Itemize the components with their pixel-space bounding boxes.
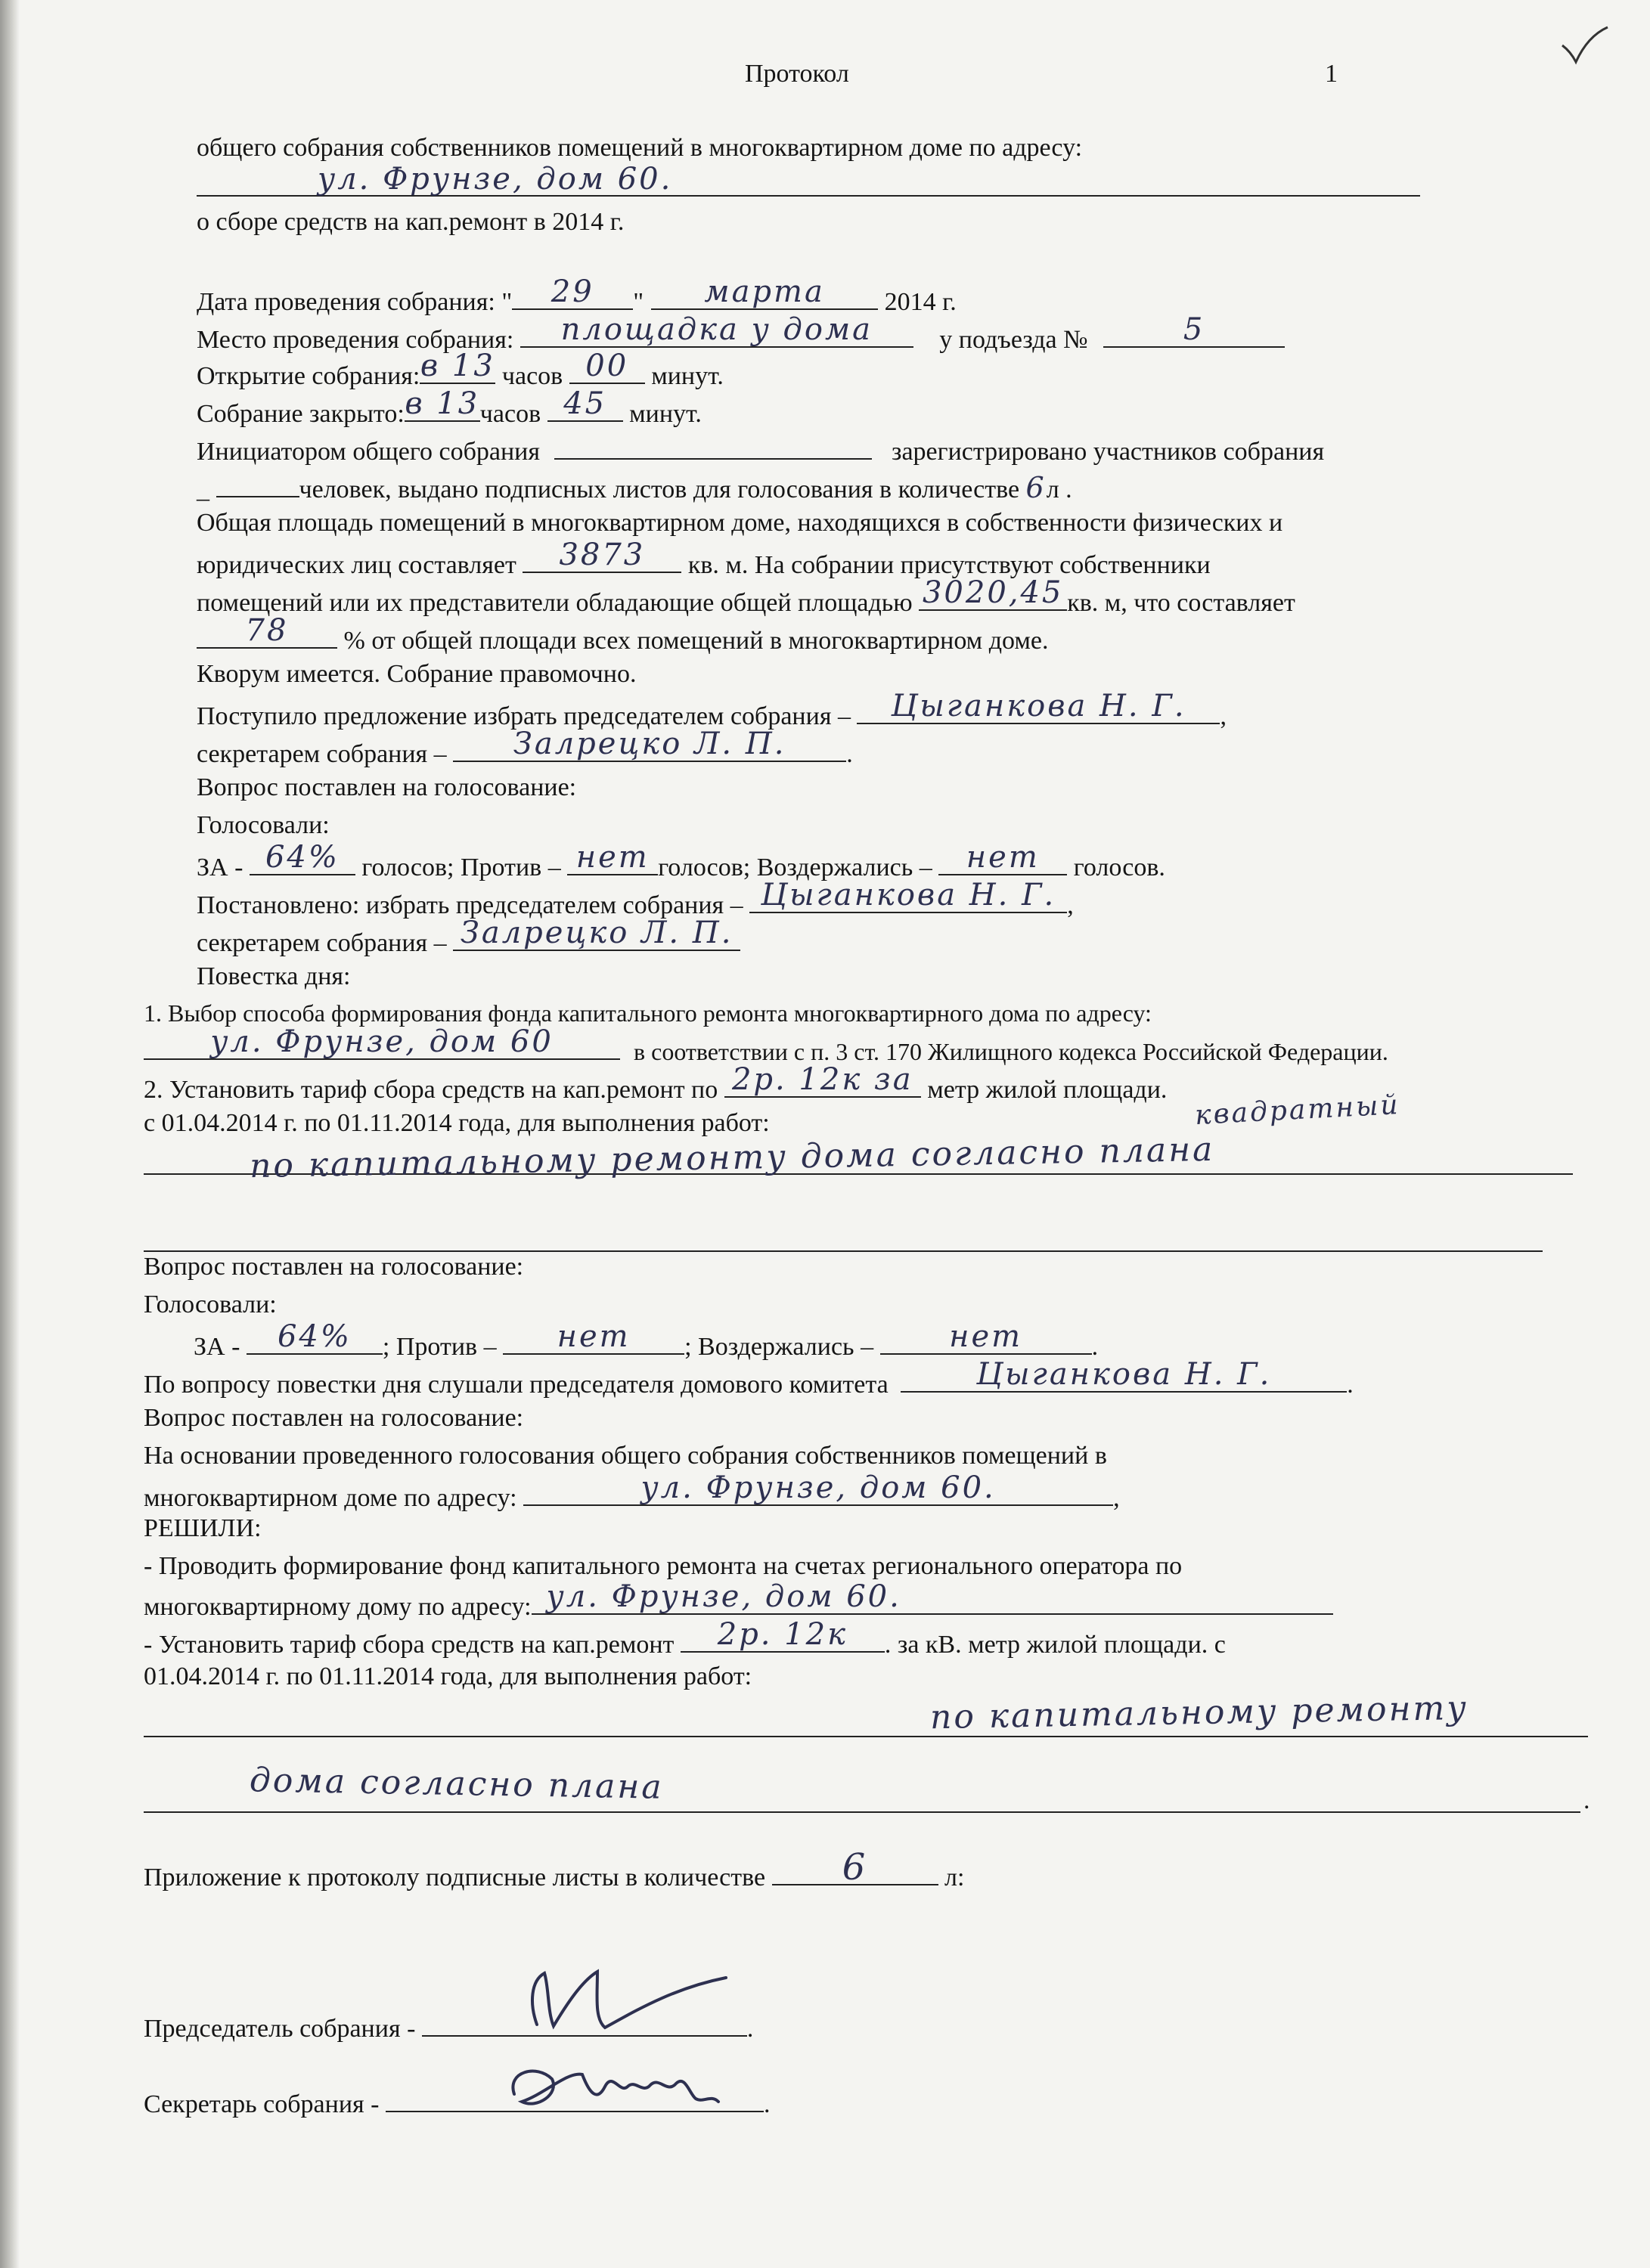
abstain-value-2: нет	[949, 1319, 1023, 1354]
votes-line-2: ЗА - 64% ; Против – нет ; Воздержались – нет .	[194, 1319, 1099, 1361]
chair-proposal-line: Поступило предложение избрать председателем собрания – Цыганкова Н. Г. ,	[197, 689, 1227, 730]
resolution-2-line-1: - Установить тариф сбора средств на кап.ремонт 2р. 12к . за кВ. метр жилой площади. с	[144, 1617, 1226, 1659]
scan-edge-shadow	[0, 0, 20, 2268]
against-field-2	[503, 1319, 684, 1355]
meeting-place: Место проведения собрания: площадка у дома у подъезда № 5	[197, 321, 1285, 355]
place-value: площадка у дома	[560, 312, 873, 347]
meeting-open-time: Открытие собрания: в 13 часов 00 минут.	[197, 349, 724, 390]
present-area: 3020,45	[922, 575, 1064, 610]
open-minutes: 00	[585, 349, 629, 383]
resolution-1-line-1: - Проводить формирование фонд капитального ремонта на счетах регионального оператора по	[144, 1552, 1183, 1580]
percent-field	[197, 613, 337, 649]
entrance-field	[1103, 312, 1285, 348]
check-mark	[1558, 23, 1611, 68]
agenda-item-1: 1. Выбор способа формирования фонда капитального ремонта многоквартирного дома по адресу:	[144, 999, 1152, 1027]
agenda-address-field	[144, 1024, 620, 1060]
participants-field	[216, 470, 299, 497]
heard-field	[901, 1357, 1347, 1393]
agenda-item-2: 2. Установить тариф сбора средств на кап.ремонт по 2р. 12к за метр жилой площади.	[144, 1062, 1168, 1104]
open-hours: в 13	[420, 349, 495, 383]
resolution-works-line-1	[144, 1736, 1588, 1737]
resolution-address: ул. Фрунзе, дом 60.	[546, 1579, 901, 1614]
secretary-proposal-line: секретарем собрания – Залрецко Л. П. .	[197, 727, 853, 768]
abstain-field-1	[938, 840, 1067, 875]
agenda-address: ул. Фрунзе, дом 60	[210, 1024, 554, 1059]
open-minutes-field	[569, 349, 645, 384]
voted-line-2: Голосовали:	[144, 1290, 277, 1318]
for-field-1	[250, 840, 355, 875]
date-month-field	[651, 274, 878, 310]
question-line-2: Вопрос поставлен на голосование:	[144, 1253, 524, 1281]
for-value-2: 64%	[277, 1319, 352, 1354]
open-hours-field	[420, 349, 495, 384]
secretary-name: Залрецко Л. П.	[513, 727, 786, 761]
against-value-1: нет	[575, 840, 650, 875]
resolution-works-2: дома согласно плана	[249, 1761, 665, 1807]
attachment-value: 6	[842, 1846, 868, 1888]
against-value-2: нет	[557, 1319, 631, 1354]
voted-line-1: Голосовали:	[197, 811, 330, 839]
total-area: 3873	[559, 538, 646, 572]
area-line-1: Общая площадь помещений в многоквартирном доме, находящихся в собственности физических и	[197, 509, 1283, 537]
area-line-3: помещений или их представители обладающие общей площадью 3020,45 кв. м, что составляет	[197, 575, 1295, 617]
intro-line-3: о сборе средств на кап.ремонт в 2014 г.	[197, 208, 625, 236]
resolved-heading: РЕШИЛИ:	[144, 1514, 262, 1542]
agenda-period-line: с 01.04.2014 г. по 01.11.2014 года, для выполнения работ:	[144, 1109, 770, 1137]
chair-signature	[484, 1958, 741, 2041]
close-minutes: 45	[563, 386, 607, 421]
entrance-value: 5	[1183, 312, 1205, 347]
basis-line-1: На основании проведенного голосования общего собрания собственников помещений в	[144, 1442, 1107, 1470]
percent-value: 78	[245, 613, 289, 648]
resolved-secretary-line: секретарем собрания – Залрецко Л. П.	[197, 924, 740, 959]
tariff-value: 2р. 12к за	[731, 1062, 913, 1097]
date-month: марта	[704, 274, 825, 309]
heard-line: По вопросу повестки дня слушали председателя домового комитета Цыганкова Н. Г. .	[144, 1357, 1354, 1399]
resolution-tariff-field	[681, 1617, 885, 1653]
resolved-secretary-name: Залрецко Л. П.	[460, 916, 734, 950]
intro-line-1: общего собрания собственников помещений в многоквартирном доме по адресу:	[197, 134, 1083, 162]
heard-name: Цыганкова Н. Г.	[976, 1357, 1272, 1392]
participants-line: _ человек, выдано подписных листов для голосования в количестве 6л .	[197, 471, 1072, 504]
meeting-close-time: Собрание закрыто: в 13 часов 45 минут.	[197, 386, 702, 428]
area-line-4: 78 % от общей площади всех помещений в многоквартирном доме.	[197, 621, 1048, 656]
for-value-1: 64%	[265, 840, 340, 875]
question-line-3: Вопрос поставлен на голосование:	[144, 1404, 524, 1432]
decision-address: ул. Фрунзе, дом 60.	[640, 1470, 996, 1505]
votes-line-1: ЗА - 64% голосов; Против – нет голосов; Воздержались – нет голосов.	[197, 840, 1165, 881]
present-area-field	[919, 575, 1067, 611]
attachment-line: Приложение к протоколу подписные листы в количестве 6 л:	[144, 1846, 965, 1892]
intro-address: ул. Фрунзе, дом 60.	[318, 162, 673, 197]
for-field-2	[247, 1319, 383, 1355]
resolution-address-field	[532, 1579, 1333, 1615]
place-field	[520, 312, 913, 348]
secretary-signature	[492, 2049, 734, 2124]
close-hours: в 13	[405, 386, 480, 421]
resolution-works-line-2	[144, 1811, 1580, 1813]
total-area-field	[523, 538, 681, 573]
resolved-chair-name: Цыганкова Н. Г.	[761, 878, 1056, 912]
area-line-2: юридических лиц составляет 3873 кв. м. На собрании присутствуют собственники	[197, 538, 1211, 579]
meeting-date: Дата проведения собрания: " 29 " марта 2014 г.	[197, 274, 957, 316]
quorum-line: Кворум имеется. Собрание правомочно.	[197, 660, 637, 688]
date-day: 29	[551, 274, 594, 309]
sheets-value: 6	[1025, 471, 1047, 504]
attachment-field	[772, 1846, 938, 1888]
resolution-works-end: .	[1583, 1786, 1590, 1814]
resolved-chair-line: Постановлено: избрать председателем собрания – Цыганкова Н. Г. ,	[197, 878, 1074, 919]
abstain-value-1: нет	[966, 840, 1040, 875]
chair-signature-line: Председатель собрания - .	[144, 2009, 753, 2044]
chair-proposal-field	[857, 689, 1220, 724]
resolution-works-1: по капитальному ремонту	[929, 1688, 1469, 1737]
initiator-field	[554, 432, 872, 460]
abstain-field-2	[880, 1319, 1092, 1355]
chair-name: Цыганкова Н. Г.	[891, 689, 1186, 723]
tariff-field	[724, 1062, 921, 1098]
tariff-note: квадратный	[1194, 1089, 1401, 1132]
works-text: по капитальному ремонту дома согласно плана	[249, 1129, 1215, 1186]
question-line-1: Вопрос поставлен на голосование:	[197, 773, 577, 801]
page-number: 1	[1325, 60, 1338, 88]
resolved-secretary-field	[453, 916, 740, 951]
against-field-1	[567, 840, 658, 875]
resolution-2-line-2: 01.04.2014 г. по 01.11.2014 года, для выполнения работ:	[144, 1662, 752, 1690]
close-hours-field	[405, 386, 480, 422]
agenda-item-1-address-line: ул. Фрунзе, дом 60 в соответствии с п. 3 ст. 170 Жилищного кодекса Российской Федерации.	[144, 1033, 1388, 1067]
close-minutes-field	[547, 386, 623, 422]
date-day-field	[512, 274, 633, 310]
basis-line-2: многоквартирном доме по адресу: ул. Фрунзе, дом 60. ,	[144, 1470, 1120, 1512]
agenda-heading: Повестка дня:	[197, 962, 351, 990]
resolved-chair-field	[749, 878, 1067, 913]
document-title: Протокол	[745, 60, 849, 88]
resolution-tariff: 2р. 12к	[717, 1617, 848, 1652]
initiator-line: Инициатором общего собрания зарегистрировано участников собрания	[197, 432, 1324, 467]
secretary-signature-line: Секретарь собрания - .	[144, 2085, 771, 2120]
resolution-1-line-2: многоквартирному дому по адресу: ул. Фрунзе, дом 60.	[144, 1588, 1333, 1622]
